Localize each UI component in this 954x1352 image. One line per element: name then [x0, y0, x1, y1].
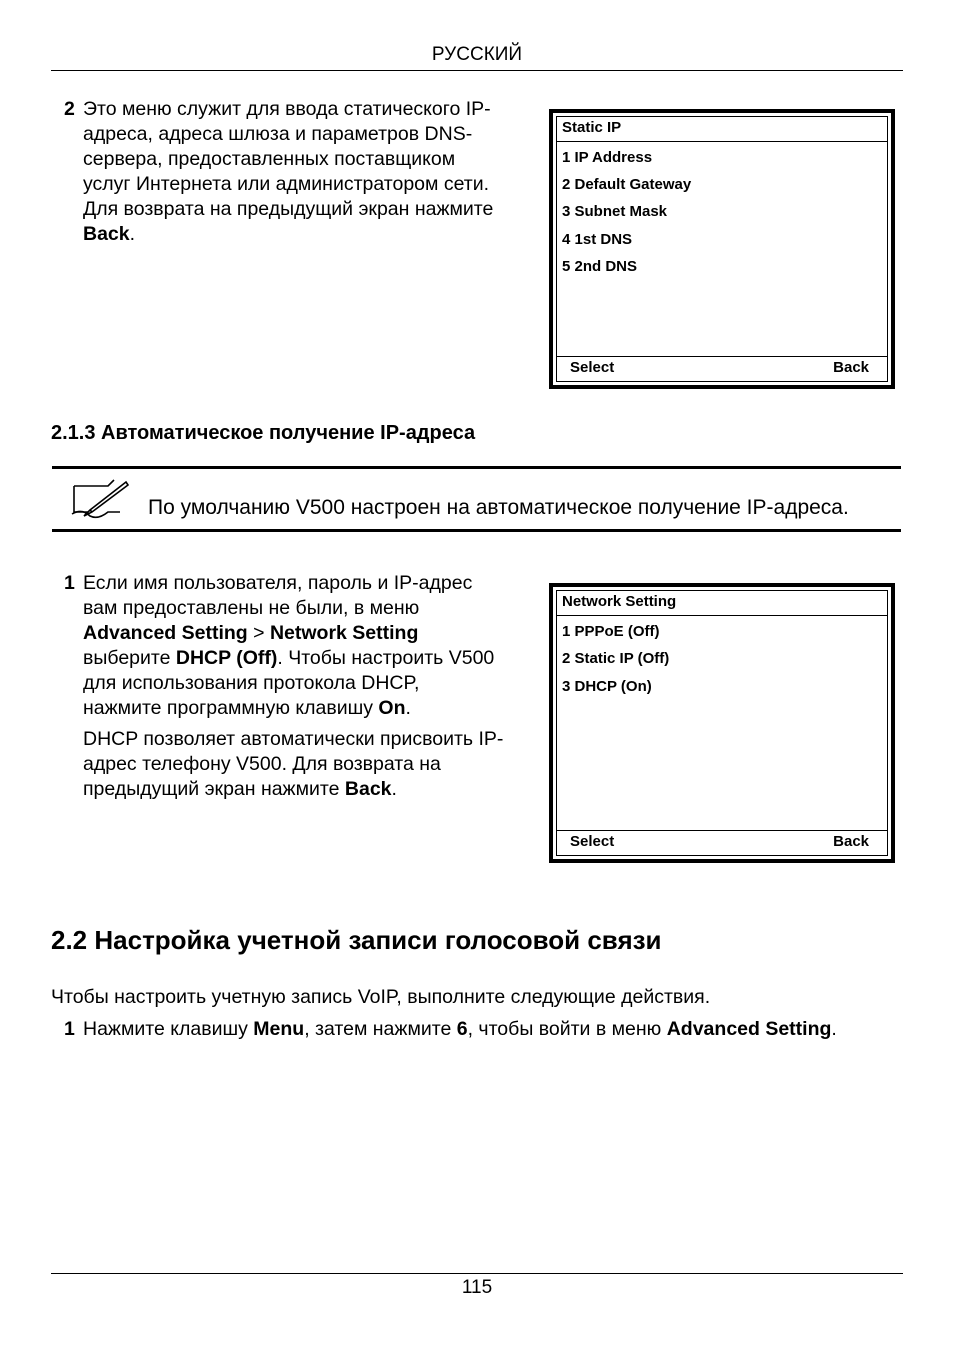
- text-line: адреса, адреса шлюза и параметров DNS-: [83, 123, 473, 145]
- text-line: адрес телефону V500. Для возврата на: [83, 753, 441, 775]
- text-line: выберите DHCP (Off). Чтобы настроить V500: [83, 647, 495, 669]
- note-text: По умолчанию V500 настроен на автоматическое получение IP-адреса.: [148, 496, 849, 519]
- softkey-back[interactable]: Back: [833, 833, 869, 850]
- step-number: 1: [64, 1018, 75, 1040]
- menu-item-default-gateway[interactable]: 2 Default Gateway: [562, 176, 692, 193]
- softkey-select[interactable]: Select: [570, 833, 615, 850]
- phone-screen-static-ip: [549, 109, 895, 389]
- text-line: нажмите программную клавишу On.: [83, 697, 411, 719]
- intro-text: Чтобы настроить учетную запись VoIP, выполните следующие действия.: [51, 986, 711, 1008]
- phone-screen-network-setting: [549, 583, 895, 863]
- text-line: Это меню служит для ввода статического IP-: [83, 98, 491, 120]
- text-line: вам предоставлены не были, в меню: [83, 597, 420, 619]
- step-number: 2: [64, 98, 75, 120]
- text-line: сервера, предоставленных поставщиком: [83, 148, 456, 170]
- menu-item-pppoe[interactable]: 1 PPPoE (Off): [562, 623, 660, 640]
- page-number: 115: [461, 1277, 493, 1298]
- menu-path: Advanced Setting > Network Setting: [83, 622, 419, 644]
- screen-title: Static IP: [557, 117, 887, 142]
- text-line: предыдущий экран нажмите Back.: [83, 778, 397, 800]
- on-key-label: On: [378, 697, 406, 719]
- screen-frame: [556, 116, 888, 382]
- menu-item-2nd-dns[interactable]: 5 2nd DNS: [562, 258, 638, 275]
- header-rule: [51, 70, 903, 71]
- section-heading: 2.1.3 Автоматическое получение IP-адреса: [51, 422, 476, 444]
- menu-item-ip-address[interactable]: 1 IP Address: [562, 149, 653, 166]
- menu-item-static-ip[interactable]: 2 Static IP (Off): [562, 650, 670, 667]
- note-bottom-rule: [52, 529, 901, 532]
- text-line: Back.: [83, 223, 136, 245]
- footer-rule: [51, 1273, 903, 1274]
- step-text: Нажмите клавишу Menu, затем нажмите 6, чтобы войти в меню Advanced Setting.: [83, 1018, 837, 1040]
- option-dhcp-off: DHCP (Off): [175, 647, 278, 669]
- text-line: Если имя пользователя, пароль и IP-адрес: [83, 572, 473, 594]
- softkey-back[interactable]: Back: [833, 359, 869, 376]
- screen-title: Network Setting: [557, 591, 887, 616]
- softkey-bar: [557, 356, 887, 381]
- softkey-bar: [557, 830, 887, 855]
- step2-text: [83, 97, 543, 247]
- note-top-rule: [52, 466, 901, 469]
- note-pencil-icon: [68, 478, 130, 520]
- step1-text: [83, 571, 543, 802]
- key-six-label: 6: [456, 1018, 468, 1040]
- menu-network-setting: Network Setting: [269, 622, 419, 644]
- text-line: DHCP позволяет автоматически присвоить IP-: [83, 728, 504, 750]
- screen-frame: [556, 590, 888, 856]
- menu-advanced-setting: Advanced Setting: [666, 1018, 832, 1040]
- back-key-label: Back: [83, 223, 130, 245]
- menu-item-dhcp[interactable]: 3 DHCP (On): [562, 678, 652, 695]
- text-line: для использования протокола DHCP,: [83, 672, 420, 694]
- page-header-language: РУССКИЙ: [431, 44, 523, 65]
- text-line: услуг Интернета или администратором сети.: [83, 173, 490, 195]
- section-title: 2.2 Настройка учетной записи голосовой связи: [51, 925, 662, 955]
- softkey-select[interactable]: Select: [570, 359, 615, 376]
- menu-advanced-setting: Advanced Setting: [83, 622, 248, 644]
- menu-key-label: Menu: [253, 1018, 305, 1040]
- back-key-label: Back: [344, 778, 392, 800]
- text-line: Для возврата на предыдущий экран нажмите: [83, 198, 494, 220]
- step-number: 1: [64, 572, 75, 594]
- menu-item-subnet-mask[interactable]: 3 Subnet Mask: [562, 203, 668, 220]
- menu-item-1st-dns[interactable]: 4 1st DNS: [562, 231, 633, 248]
